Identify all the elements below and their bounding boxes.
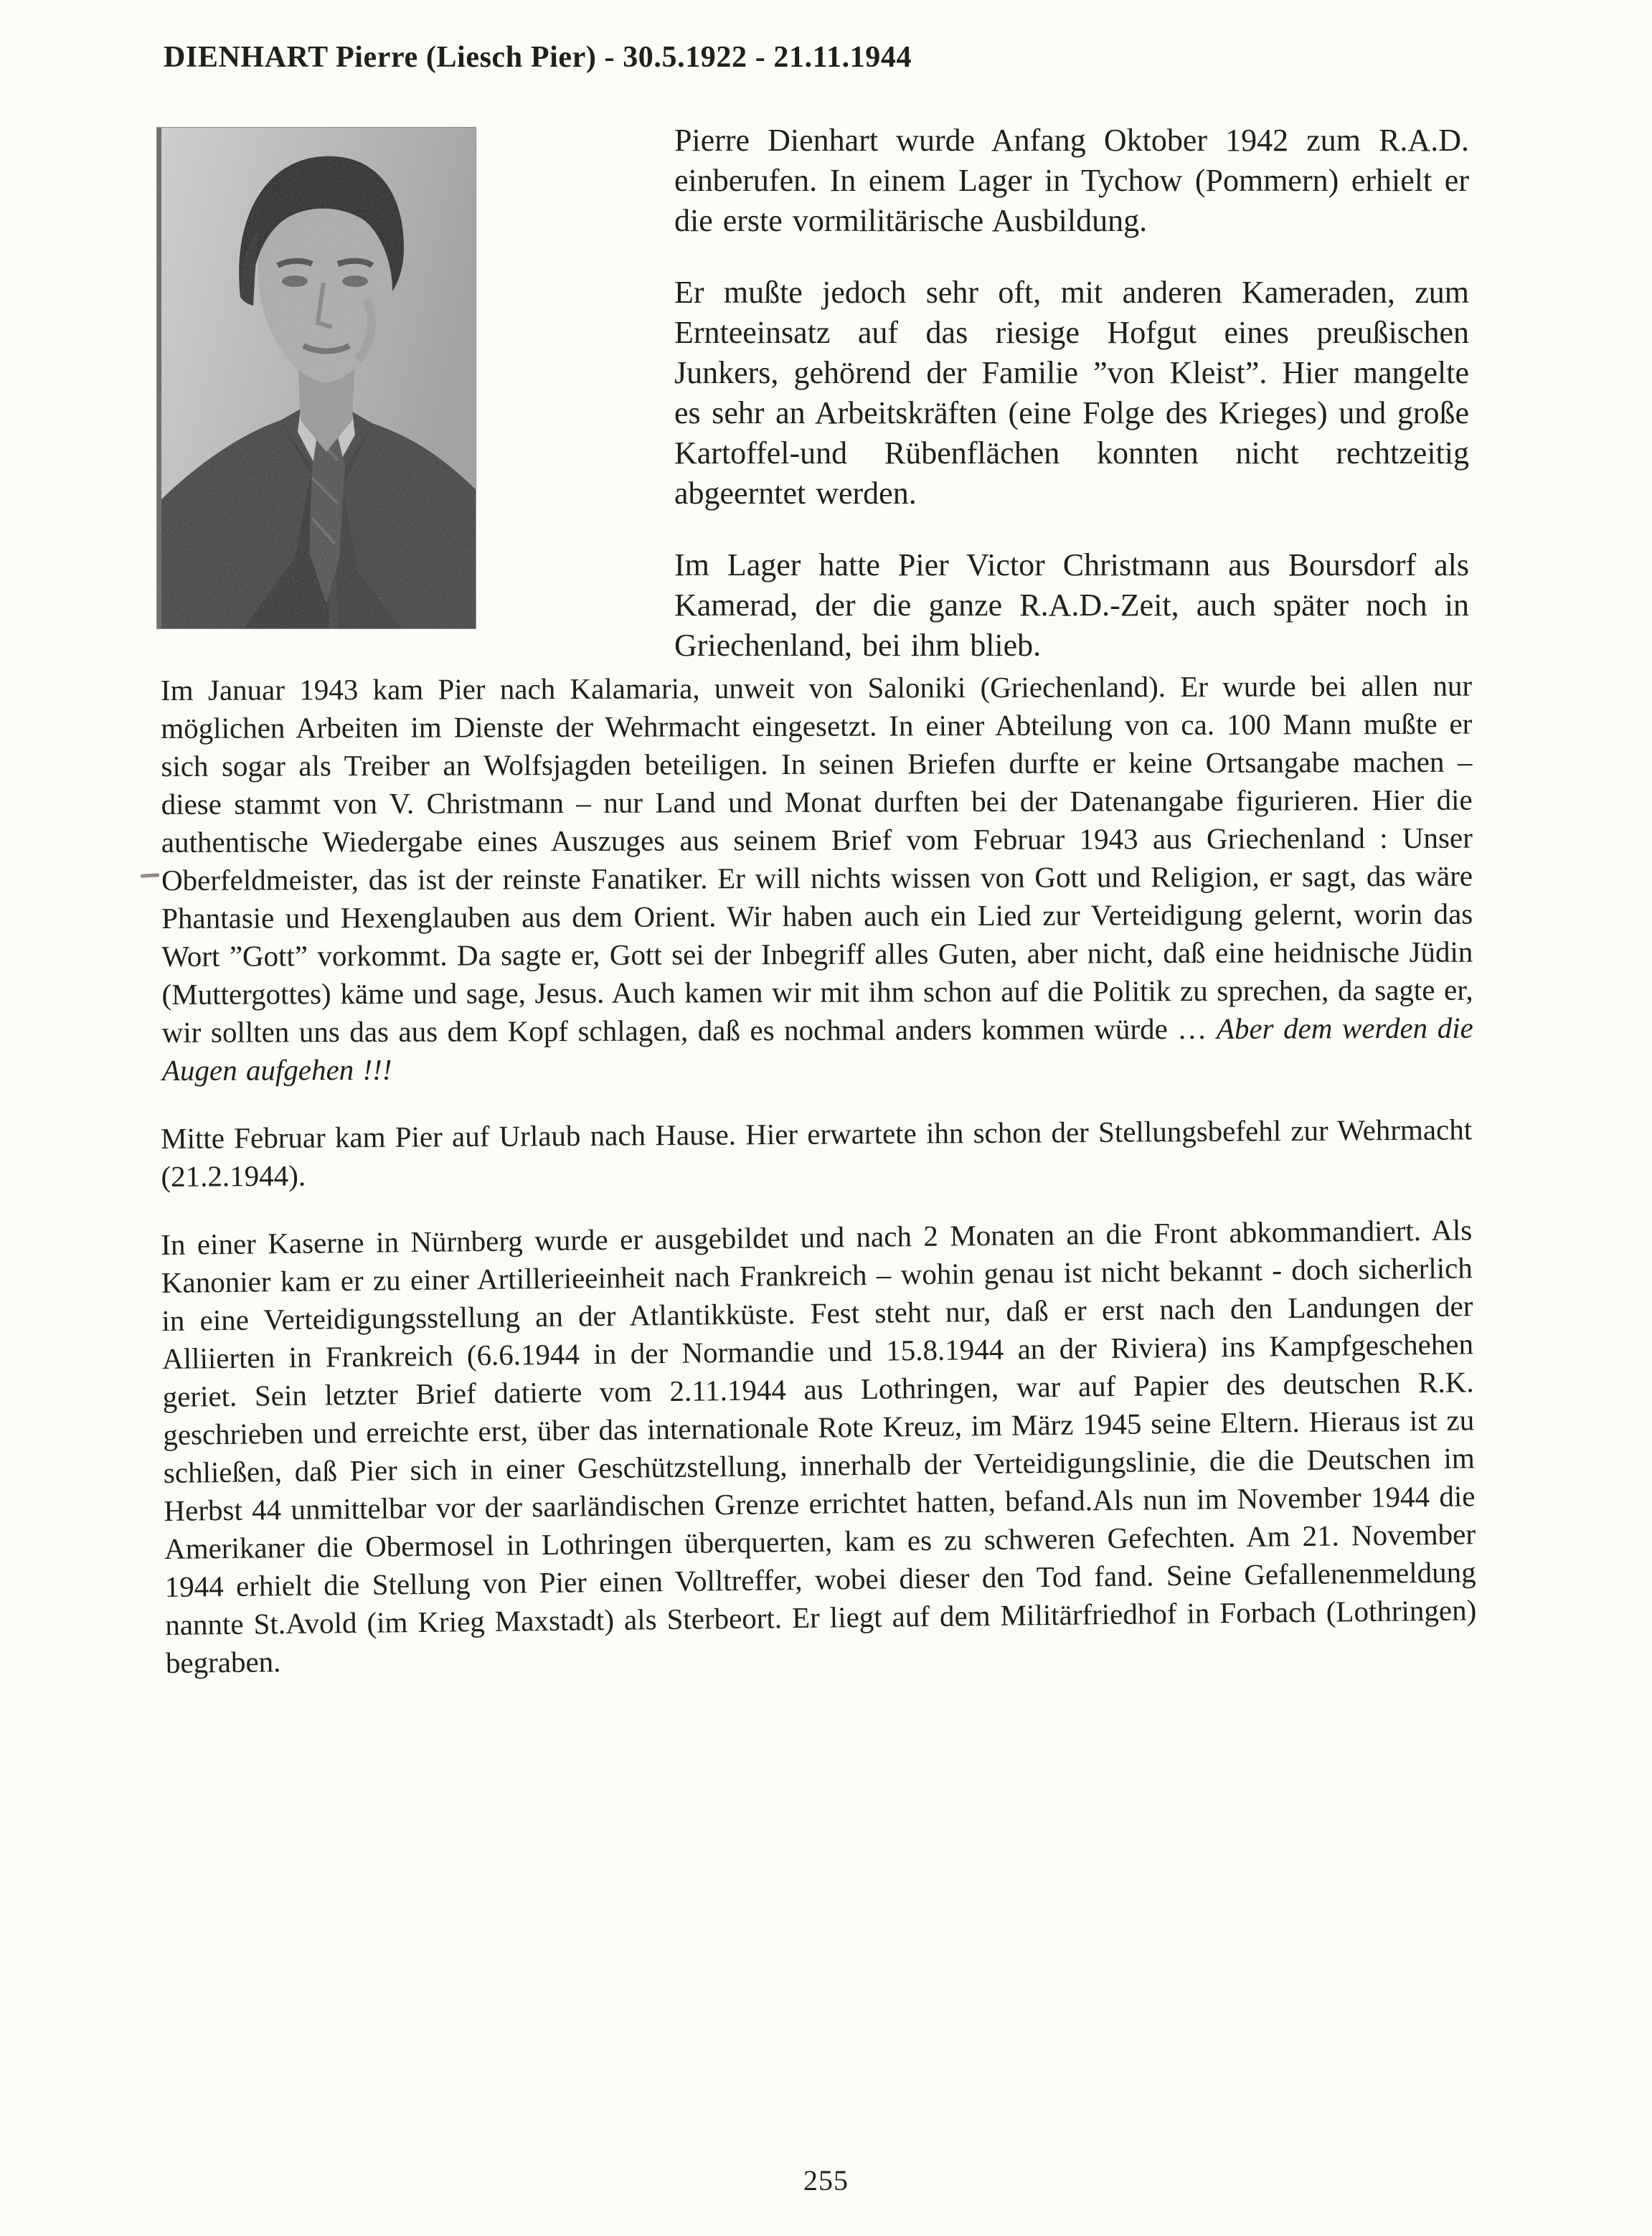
scan-artifact-dash bbox=[141, 873, 159, 877]
intro-paragraph-ernteeinsatz: Er mußte jedoch sehr oft, mit anderen Kameraden, zum Ernteeinsatz auf das riesige Hofgut eines preußischen Junkers, gehörend der Familie ”von Kleist”. Hier mangelte es sehr an Arbeitskräften (eine Folge des Krieges) und große Kartoffel-und Rübenflächen konnten nicht rechtzeitig abgeerntet werden. bbox=[674, 275, 1469, 511]
body-text bbox=[161, 669, 1477, 1712]
paragraph-text: Im Januar 1943 kam Pier nach Kalamaria, unweit von Saloniki (Griechenland). Er wurde bei allen nur möglichen Arbeiten im Dienste der Wehrmacht eingesetzt. In einer Abteilung von ca. 100 Mann mußte er sich sogar als Treiber an Wolfsjagden beteiligen. In seinen Briefen durfte er keine Ortsangabe machen – diese stammt von V. Christmann – nur Land und Monat durften bei der Datenangabe figurieren. Hier die authentische Wiedergabe eines Auszuges aus seinem Brief vom Februar 1943 aus Griechenland : Unser Oberfeldmeister, das ist der reinste Fanatiker. Er will nichts wissen von Gott und Religion, er sagt, das wäre Phantasie und Hexenglauben aus dem Orient. Wir haben auch ein Lied zur Verteidigung gelernt, worin das Wort ”Gott” vorkommt. Da sagte er, Gott sei der Inbegriff alles Guten, aber nicht, daß eine heidnische Jüdin (Muttergottes) käme und sage, Jesus. Auch kamen wir mit ihm schon auf die Politik zu sprechen, da sagte er, wir sollten uns das aus dem Kopf schlagen, daß es nochmal anders kommen würde … bbox=[161, 669, 1473, 1049]
intro-column bbox=[674, 121, 1469, 666]
body-paragraph-front: In einer Kaserne in Nürnberg wurde er ausgebildet und nach 2 Monaten an die Front abkommandiert. Als Kanonier kam er zu einer Artillerieeinheit nach Frankreich – wohin genau ist nicht bekannt - doch sicherlich in eine Verteidigungsstellung an der Atlantikküste. Fest steht nur, daß er erst nach den Landungen der Alliierten in Frankreich (6.6.1944 in der Normandie und 15.8.1944 an der Riviera) ins Kampfgeschehen geriet. Sein letzter Brief datierte vom 2.11.1944 aus Lothringen, war auf Papier des deutschen R.K. geschrieben und erreichte erst, über das internationale Rote Kreuz, im März 1945 seine Eltern. Hieraus ist zu schließen, daß Pier sich in einer Geschützstellung, innerhalb der Verteidigungslinie, die die Deutschen im Herbst 44 unmittelbar vor der saarländischen Grenze errichtet hatten, befand.Als nun im November 1944 die Amerikaner die Obermosel in Lothringen überquerten, kam es zu schweren Gefechten. Am 21. November 1944 erhielt die Stellung von Pier einen Volltreffer, wobei dieser den Tod fand. Seine Gefallenenmeldung nannte St.Avold (im Krieg Maxstadt) als Sterbeort. Er liegt auf dem Militärfriedhof in Forbach (Lothringen) begraben. bbox=[161, 1213, 1477, 1679]
page-number: 255 bbox=[803, 2164, 849, 2197]
portrait-photo-image bbox=[157, 128, 476, 628]
intro-paragraph-rad: Pierre Dienhart wurde Anfang Oktober 1942 zum R.A.D. einberufen. In einem Lager in Tychow (Pommern) erhielt er die erste vormilitärische Ausbildung. bbox=[674, 123, 1469, 238]
page-title: DIENHART Pierre (Liesch Pier) - 30.5.1922 - 21.11.1944 bbox=[164, 41, 912, 74]
body-paragraph-greece bbox=[161, 667, 1473, 1090]
portrait-photo bbox=[157, 128, 476, 628]
paragraph-italic-emphasis: Aber dem werden die Augen aufgehen !!! bbox=[161, 1011, 1473, 1087]
intro-paragraph-christmann: Im Lager hatte Pier Victor Christmann aus Boursdorf als Kamerad, der die ganze R.A.D.-Zeit, auch später noch in Griechenland, bei ihm blieb. bbox=[674, 547, 1469, 663]
body-paragraph-furlough: Mitte Februar kam Pier auf Urlaub nach Hause. Hier erwartete ihn schon der Stellungsbefehl zur Wehrmacht (21.2.1944). bbox=[161, 1113, 1473, 1193]
